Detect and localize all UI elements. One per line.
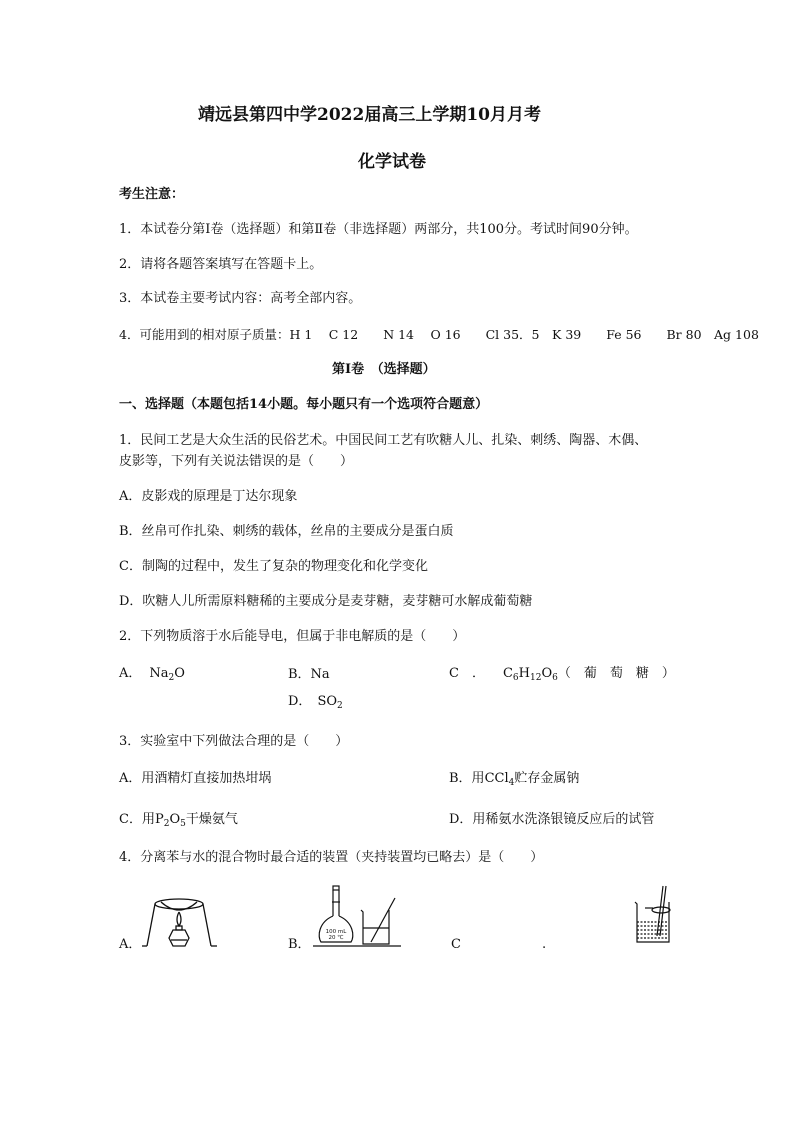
formula-p2o5: [155, 812, 186, 827]
formula-subscript: 2: [168, 673, 175, 683]
q2-stem: 2．下列物质溶于水后能导电，但属于非电解质的是（ ）: [119, 629, 466, 644]
formula-ccl4: [485, 771, 515, 786]
notice-item-2: 2．请将各题答案填写在答题卡上。: [119, 257, 323, 272]
option-text: C．用: [119, 812, 155, 827]
q4-stem: 4．分离苯与水的混合物时最合适的装置（夹持装置均已略去）是（ ）: [119, 850, 544, 865]
q4-option-a-label: A．: [119, 937, 142, 952]
volume-title: 第Ⅰ卷 （选择题）: [332, 362, 436, 377]
formula-so2: [317, 694, 342, 709]
q1-option-d: D．吹糖人儿所需原料糖稀的主要成分是麦芽糖，麦芽糖可水解成葡萄糖: [119, 594, 533, 609]
formula-na2o: [149, 666, 185, 681]
formula-subscript: 12: [529, 673, 542, 683]
notice-item-1: 1．本试卷分第Ⅰ卷（选择题）和第Ⅱ卷（非选择题）两部分，共100分。考试时间90分钟。: [119, 222, 638, 237]
formula-part: SO: [317, 694, 338, 709]
formula-part: O: [541, 666, 553, 681]
formula-subscript: 4: [508, 778, 515, 788]
option-text: 干燥氨气: [185, 812, 238, 827]
formula-part: O: [169, 812, 181, 827]
exam-title: 靖远县第四中学2022届高三上学期10月月考: [198, 105, 541, 125]
option-label: D．: [288, 694, 312, 709]
q2-option-a: [119, 665, 185, 687]
flask-temp-label: 20 ℃: [328, 935, 344, 941]
formula-part: P: [154, 812, 164, 827]
q1-option-a: A．皮影戏的原理是丁达尔现象: [119, 489, 298, 504]
formula-glucose: [503, 666, 558, 681]
q4-option-b-label: B．: [288, 937, 311, 952]
formula-subscript: 6: [512, 673, 519, 683]
q3-option-b: [449, 770, 579, 792]
section-heading: 一、选择题（本题包括14小题。每小题只有一个选项符合题意）: [119, 397, 489, 412]
q3-stem: 3．实验室中下列做法合理的是（ ）: [119, 734, 349, 749]
option-label: C ．: [449, 666, 485, 681]
formula-subscript: 5: [180, 819, 186, 829]
q1-stem-line1: 1．民间工艺是大众生活的民俗艺术。中国民间工艺有吹糖人儿、扎染、刺绣、陶器、木偶、: [119, 433, 648, 448]
option-label: A．: [119, 666, 142, 681]
notice-item-3: 3．本试卷主要考试内容：高考全部内容。: [119, 291, 362, 306]
notice-heading: 考生注意：: [119, 187, 185, 202]
q1-option-c: C．制陶的过程中，发生了复杂的物理变化和化学变化: [119, 559, 428, 574]
beaker-apparatus-icon: [633, 884, 675, 946]
q4-option-c-label: C: [451, 937, 461, 952]
q2-option-d: [288, 693, 343, 715]
formula-part: O: [174, 666, 185, 681]
option-text: B．用: [449, 771, 485, 786]
formula-subscript: 2: [163, 819, 170, 829]
formula-subscript: 2: [337, 701, 343, 711]
q2-option-c: [449, 665, 675, 687]
exam-subtitle: 化学试卷: [358, 152, 426, 172]
notice-item-4: 4．可能用到的相对原子质量：H 1 C 12 N 14 O 16 Cl 35．5 K 39 Fe 56 Br 80 Ag 108: [119, 327, 759, 342]
formula-part: C: [502, 666, 513, 681]
formula-part: CCl: [484, 771, 509, 786]
q1-option-b: B．丝帛可作扎染、刺绣的载体，丝帛的主要成分是蛋白质: [119, 524, 454, 539]
glucose-note: （ 葡 萄 糖 ）: [557, 666, 675, 681]
evaporation-apparatus-icon: [141, 890, 219, 952]
volumetric-flask-apparatus-icon: [311, 884, 403, 950]
q1-stem-line2: 皮影等，下列有关说法错误的是（ ）: [119, 454, 354, 469]
q4-option-c-dot: .: [542, 937, 547, 952]
formula-part: Na: [149, 666, 169, 681]
formula-part: H: [518, 666, 530, 681]
q3-option-a: A．用酒精灯直接加热坩埚: [119, 771, 272, 786]
flask-volume-label: 100 mL: [325, 929, 347, 935]
formula-subscript: 6: [552, 673, 558, 683]
option-text: 贮存金属钠: [514, 771, 580, 786]
q3-option-c: [119, 811, 238, 833]
q2-option-b: B．Na: [288, 667, 330, 682]
q3-option-d: D．用稀氨水洗涤银镜反应后的试管: [449, 812, 655, 827]
